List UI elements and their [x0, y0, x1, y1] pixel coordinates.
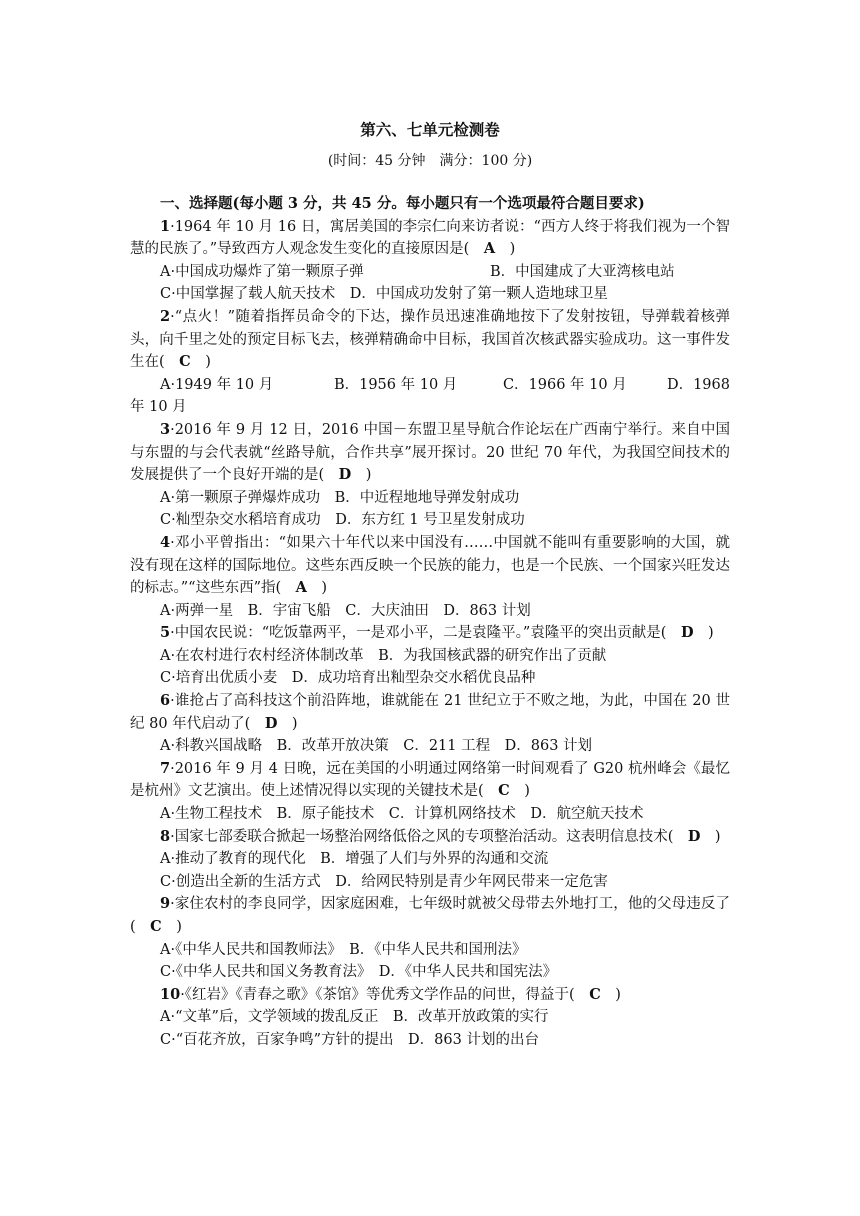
question-stem: ·中国农民说：“吃饭靠两平，一是邓小平，二是袁隆平。”袁隆平的突出贡献是(	[170, 625, 681, 642]
question-4	[130, 532, 730, 600]
paren-close: )	[351, 467, 372, 484]
option: B．1956 年 10 月	[333, 376, 458, 393]
option: B．中国建成了大亚湾核电站	[490, 263, 675, 280]
option-row: A·《中华人民共和国教师法》 B．《中华人民共和国刑法》	[160, 941, 527, 958]
question-stem: ·2016 年 9 月 12 日，2016 中国－东盟卫星导航合作论坛在广西南宁举行。来自中国与东盟的与会代表就“丝路导航，合作共享”展开探讨。20 世纪 70 年代，为我国空间技术的发展提供了一个良好开端的是(	[130, 421, 730, 484]
paren-close: )	[700, 828, 721, 845]
option-row: C·创造出全新的生活方式 D．给网民特别是青少年网民带来一定危害	[160, 873, 608, 890]
paren-close: )	[495, 241, 516, 258]
question-stem: ·“点火！”随着指挥员命令的下达，操作员迅速准确地按下了发射按钮，导弹载着核弹头，向千里之处的预定目标飞去，核弹精确命中目标，我国首次核武器实验成功。这一事件发生在(	[130, 308, 730, 371]
question-number: 4	[160, 533, 171, 551]
option-row: A·在农村进行农村经济体制改革 B．为我国核武器的研究作出了贡献	[160, 647, 607, 664]
question-5	[130, 622, 730, 645]
option-row: C·《中华人民共和国义务教育法》 D．《中华人民共和国宪法》	[160, 964, 558, 981]
page-title: 第六、七单元检测卷	[360, 120, 500, 139]
paren-close: )	[509, 783, 530, 800]
question-stem: ·家住农村的李良同学，因家庭困难，七年级时就被父母带去外地打工，他的父母违反了(	[130, 896, 730, 935]
option-row: A·生物工程技术 B．原子能技术 C．计算机网络技术 D．航空航天技术	[160, 806, 644, 823]
answer: D	[687, 827, 701, 845]
question-number: 5	[160, 624, 171, 642]
answer: C	[589, 985, 601, 1003]
option-continuation: 年 10 月	[130, 399, 187, 416]
question-10	[130, 984, 730, 1007]
answer: C	[179, 353, 191, 371]
option-row: A·推动了教育的现代化 B．增强了人们与外界的沟通和交流	[160, 851, 549, 868]
exam-info: (时间：45 分钟 满分：100 分)	[327, 153, 533, 169]
option-row: C·中国掌握了载人航天技术 D．中国成功发射了第一颗人造地球卫星	[160, 286, 608, 303]
question-stem: ·1964 年 10 月 16 日，寓居美国的李宗仁向来访者说：“西方人终于将我们视为一个智慧的民族了。”导致西方人观念发生变化的直接原因是(	[130, 218, 730, 258]
question-stem: ·《红岩》《青春之歌》《茶馆》等优秀文学作品的问世，得益于(	[180, 986, 590, 1003]
answer: A	[483, 240, 496, 258]
paren-close: )	[161, 919, 182, 935]
question-stem: ·谁抢占了高科技这个前沿阵地，谁就能在 21 世纪立于不败之地，为此，中国在 20 世纪 80 年代启动了(	[130, 693, 730, 732]
paren-close: )	[600, 986, 621, 1003]
question-7	[130, 758, 730, 803]
option: D．1968	[666, 376, 730, 393]
question-number: 3	[160, 420, 171, 438]
option-row: C·籼型杂交水稻培育成功 D．东方红 1 号卫星发射成功	[160, 512, 525, 529]
question-number: 7	[160, 759, 171, 777]
question-3	[130, 419, 730, 487]
option-row: A·“文革”后，文学领域的拨乱反正 B．改革开放政策的实行	[160, 1009, 549, 1026]
answer: C	[498, 782, 510, 800]
section-heading: 一、选择题(每小题 3 分，共 45 分。每小题只有一个选项最符合题目要求)	[160, 195, 645, 212]
question-2	[130, 306, 730, 374]
answer: D	[680, 624, 694, 642]
question-number: 10	[160, 985, 181, 1003]
question-number: 1	[160, 217, 171, 235]
question-stem: ·国家七部委联合掀起一场整治网络低俗之风的专项整治活动。这表明信息技术(	[170, 828, 688, 845]
paren-close: )	[693, 625, 714, 642]
option-row: C·培育出优质小麦 D．成功培育出籼型杂交水稻优良品种	[160, 670, 536, 687]
question-number: 9	[160, 895, 171, 913]
answer: D	[338, 466, 352, 484]
option-row	[130, 261, 730, 284]
option: A·1949 年 10 月	[160, 376, 274, 393]
paren-close: )	[277, 715, 298, 732]
option-row	[130, 374, 730, 397]
question-9	[130, 893, 730, 938]
question-8	[130, 826, 730, 849]
option-row: A·第一颗原子弹爆炸成功 B．中近程地地导弹发射成功	[160, 489, 520, 506]
exam-content	[130, 193, 730, 1052]
answer: C	[150, 918, 162, 935]
question-1	[130, 216, 730, 261]
paren-close: )	[190, 354, 211, 371]
answer: A	[295, 579, 307, 597]
question-6	[130, 690, 730, 735]
option: A·中国成功爆炸了第一颗原子弹	[160, 263, 364, 280]
question-stem: ·2016 年 9 月 4 日晚，远在美国的小明通过网络第一时间观看了 G20 杭州峰会《最忆是杭州》文艺演出。使上述情况得以实现的关键技术是(	[130, 760, 730, 800]
question-number: 6	[160, 692, 171, 710]
question-number: 8	[160, 827, 171, 845]
answer: D	[264, 714, 278, 732]
option-row: A·两弹一星 B．宇宙飞船 C．大庆油田 D．863 计划	[160, 602, 531, 619]
option: C．1966 年 10 月	[502, 376, 627, 393]
question-stem: ·邓小平曾指出：“如果六十年代以来中国没有……中国就不能叫有重要影响的大国，就没有现在这样的国际地位。这些东西反映一个民族的能力，也是一个民族、一个国家兴旺发达的标志。”“这些东西”指(	[130, 534, 730, 597]
question-number: 2	[160, 307, 171, 325]
option-row: C·“百花齐放，百家争鸣”方针的提出 D．863 计划的出台	[160, 1031, 539, 1048]
option-row: A·科教兴国战略 B．改革开放决策 C．211 工程 D．863 计划	[160, 738, 593, 755]
paren-close: )	[306, 580, 328, 597]
